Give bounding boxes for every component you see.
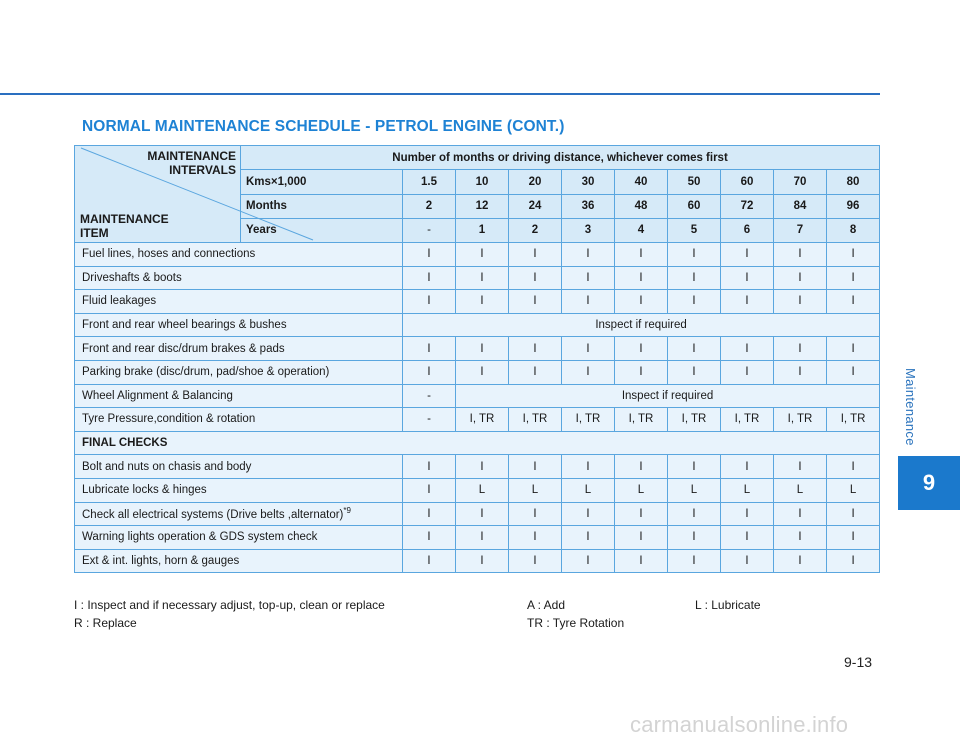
schedule-cell: I (403, 478, 456, 502)
table-row (75, 408, 880, 432)
schedule-cell: I (456, 337, 509, 361)
schedule-cell: I (827, 266, 880, 290)
interval-value: 36 (562, 194, 615, 218)
footnote-marker: *9 (343, 506, 351, 516)
schedule-cell: I (615, 526, 668, 550)
maintenance-item (75, 290, 403, 314)
schedule-cell: I (562, 549, 615, 573)
interval-value: 10 (456, 170, 509, 194)
maintenance-item (75, 337, 403, 361)
schedule-cell: I (403, 526, 456, 550)
maintenance-item (75, 384, 403, 408)
interval-unit-label: Years (241, 218, 403, 242)
schedule-cell: I (774, 526, 827, 550)
schedule-cell: I (562, 266, 615, 290)
maintenance-item-label: Front and rear wheel bearings & bushes (82, 319, 287, 332)
interval-value: 60 (721, 170, 774, 194)
table-row (75, 526, 880, 550)
schedule-cell: I (827, 243, 880, 267)
page-number: 9-13 (844, 654, 873, 670)
table-row (75, 243, 880, 267)
schedule-cell: I (721, 549, 774, 573)
interval-unit-label: Kms×1,000 (241, 170, 403, 194)
schedule-cell: I, TR (509, 408, 562, 432)
schedule-cell: I (668, 290, 721, 314)
interval-value: 70 (774, 170, 827, 194)
interval-value: 6 (721, 218, 774, 242)
maintenance-item-label: Driveshafts & boots (82, 271, 182, 284)
interval-value: - (403, 218, 456, 242)
maintenance-item (75, 408, 403, 432)
schedule-cell: I (774, 266, 827, 290)
page-title: NORMAL MAINTENANCE SCHEDULE - PETROL ENGINE (CONT.) (82, 118, 565, 135)
interval-value: 72 (721, 194, 774, 218)
interval-caption: Number of months or driving distance, whichever comes first (241, 146, 880, 170)
corner-cell (75, 146, 241, 243)
maintenance-item-label: Tyre Pressure,condition & rotation (82, 413, 256, 426)
corner-intervals-line2: INTERVALS (169, 163, 236, 177)
schedule-cell: L (827, 478, 880, 502)
schedule-cell: L (774, 478, 827, 502)
interval-unit-label: Months (241, 194, 403, 218)
interval-value: 8 (827, 218, 880, 242)
schedule-cell: I (774, 549, 827, 573)
final-checks-heading: FINAL CHECKS (75, 431, 880, 455)
maintenance-item-label: Check all electrical systems (Drive belts ,alternator) (82, 509, 344, 522)
table-row (75, 360, 880, 384)
schedule-cell: I, TR (615, 408, 668, 432)
interval-value: 96 (827, 194, 880, 218)
schedule-cell: I (456, 360, 509, 384)
section-side-label (903, 368, 921, 450)
schedule-cell: I (668, 526, 721, 550)
schedule-cell: I (668, 549, 721, 573)
schedule-cell: I (456, 502, 509, 526)
interval-value: 24 (509, 194, 562, 218)
schedule-cell: I (509, 290, 562, 314)
schedule-cell: L (456, 478, 509, 502)
top-rule (0, 93, 880, 95)
table-row (75, 502, 880, 526)
schedule-cell: I (456, 290, 509, 314)
schedule-cell: I (615, 502, 668, 526)
table-row (75, 384, 880, 408)
schedule-cell: I (827, 549, 880, 573)
interval-value: 50 (668, 170, 721, 194)
schedule-cell: I (403, 455, 456, 479)
schedule-cell: I (615, 360, 668, 384)
schedule-cell: I (509, 526, 562, 550)
corner-intervals-label (147, 149, 236, 177)
schedule-cell: I (562, 502, 615, 526)
interval-value: 4 (615, 218, 668, 242)
schedule-cell: I (615, 337, 668, 361)
schedule-cell: I (721, 290, 774, 314)
maintenance-item-label: Front and rear disc/drum brakes & pads (82, 342, 285, 355)
header-row-caption (75, 146, 880, 170)
schedule-cell: I (403, 502, 456, 526)
schedule-cell: L (668, 478, 721, 502)
schedule-cell: I (562, 290, 615, 314)
schedule-cell: I (456, 455, 509, 479)
schedule-cell: I (827, 290, 880, 314)
schedule-cell: I (827, 337, 880, 361)
schedule-cell: I (509, 243, 562, 267)
interval-value: 48 (615, 194, 668, 218)
maintenance-item-label: Warning lights operation & GDS system check (82, 531, 318, 544)
schedule-cell: I (509, 549, 562, 573)
schedule-cell: I (721, 243, 774, 267)
schedule-cell: I (668, 455, 721, 479)
legend-lubricate: L : Lubricate (695, 598, 761, 612)
schedule-cell: - (403, 384, 456, 408)
maintenance-item-label: Fluid leakages (82, 295, 157, 308)
schedule-cell: I (668, 243, 721, 267)
maintenance-item (75, 243, 403, 267)
schedule-cell: I (827, 455, 880, 479)
table-row (75, 455, 880, 479)
inspect-if-required: Inspect if required (403, 313, 880, 337)
schedule-cell: I (403, 337, 456, 361)
maintenance-item-label: Parking brake (disc/drum, pad/shoe & operation) (82, 366, 330, 379)
table-row (75, 337, 880, 361)
maintenance-item (75, 266, 403, 290)
legend-replace: R : Replace (74, 616, 137, 630)
schedule-cell: I (509, 502, 562, 526)
schedule-cell: I (615, 549, 668, 573)
maintenance-schedule-table (74, 145, 880, 573)
corner-item-line2: ITEM (80, 226, 109, 240)
schedule-cell: I (509, 360, 562, 384)
inspect-if-required: Inspect if required (456, 384, 880, 408)
schedule-cell: I (827, 360, 880, 384)
schedule-cell: I (721, 360, 774, 384)
maintenance-item-label: Lubricate locks & hinges (82, 484, 207, 497)
maintenance-item (75, 478, 403, 502)
schedule-cell: I (509, 455, 562, 479)
schedule-cell: I (827, 502, 880, 526)
maintenance-item-label: Fuel lines, hoses and connections (82, 248, 256, 261)
corner-intervals-line1: MAINTENANCE (147, 149, 236, 163)
schedule-cell: L (615, 478, 668, 502)
maintenance-item-label: Ext & int. lights, horn & gauges (82, 555, 240, 568)
schedule-cell: I (562, 455, 615, 479)
schedule-cell: I (403, 266, 456, 290)
schedule-cell: I (774, 290, 827, 314)
schedule-cell: I (403, 549, 456, 573)
interval-value: 5 (668, 218, 721, 242)
schedule-cell: I (403, 290, 456, 314)
table-row (75, 478, 880, 502)
schedule-cell: I (403, 243, 456, 267)
legend-add: A : Add (527, 598, 566, 612)
interval-value: 2 (403, 194, 456, 218)
schedule-cell: I (774, 337, 827, 361)
schedule-cell: I (827, 526, 880, 550)
maintenance-item (75, 526, 403, 550)
schedule-cell: I (721, 502, 774, 526)
schedule-cell: I (562, 337, 615, 361)
schedule-cell: I (721, 266, 774, 290)
interval-value: 3 (562, 218, 615, 242)
schedule-cell: I, TR (827, 408, 880, 432)
schedule-cell: I, TR (456, 408, 509, 432)
interval-value: 7 (774, 218, 827, 242)
schedule-cell: I (615, 266, 668, 290)
legend-inspect: I : Inspect and if necessary adjust, top-up, clean or replace (74, 598, 385, 612)
schedule-cell: I (456, 549, 509, 573)
schedule-cell: I (403, 360, 456, 384)
interval-value: 1 (456, 218, 509, 242)
interval-value: 12 (456, 194, 509, 218)
maintenance-item-label: Bolt and nuts on chasis and body (82, 460, 252, 473)
interval-value: 1.5 (403, 170, 456, 194)
maintenance-item (75, 360, 403, 384)
chapter-number: 9 (922, 470, 936, 495)
schedule-cell: L (562, 478, 615, 502)
schedule-cell: - (403, 408, 456, 432)
schedule-cell: I (721, 526, 774, 550)
maintenance-item-label: Wheel Alignment & Balancing (82, 389, 233, 402)
schedule-cell: I (668, 360, 721, 384)
schedule-cell: I, TR (774, 408, 827, 432)
schedule-cell: I (615, 243, 668, 267)
schedule-cell: I (562, 243, 615, 267)
group-row-final-checks (75, 431, 880, 455)
table-row (75, 290, 880, 314)
table-row (75, 313, 880, 337)
interval-value: 40 (615, 170, 668, 194)
legend-tyre-rotation: TR : Tyre Rotation (527, 616, 625, 630)
schedule-cell: I (774, 502, 827, 526)
schedule-cell: I (774, 455, 827, 479)
section-side-label-text: Maintenance (903, 368, 918, 446)
maintenance-item (75, 549, 403, 573)
interval-value: 20 (509, 170, 562, 194)
schedule-cell: I, TR (668, 408, 721, 432)
corner-item-line1: MAINTENANCE (80, 212, 169, 226)
schedule-cell: I, TR (721, 408, 774, 432)
schedule-cell: I (774, 360, 827, 384)
maintenance-item (75, 502, 403, 526)
schedule-cell: I (456, 526, 509, 550)
schedule-cell: I (562, 360, 615, 384)
schedule-cell: I (456, 266, 509, 290)
interval-value: 30 (562, 170, 615, 194)
schedule-cell: I (615, 455, 668, 479)
schedule-cell: L (721, 478, 774, 502)
watermark: carmanualsonline.info (630, 712, 849, 737)
interval-value: 60 (668, 194, 721, 218)
table-row (75, 549, 880, 573)
schedule-cell: I (456, 243, 509, 267)
schedule-cell: I (721, 337, 774, 361)
schedule-cell: I (562, 526, 615, 550)
interval-value: 2 (509, 218, 562, 242)
schedule-cell: I (774, 243, 827, 267)
schedule-cell: I (668, 266, 721, 290)
corner-item-label (80, 212, 169, 240)
schedule-cell: I, TR (562, 408, 615, 432)
maintenance-item (75, 313, 403, 337)
schedule-cell: I (668, 502, 721, 526)
chapter-tab (898, 456, 960, 510)
table-row (75, 266, 880, 290)
schedule-cell: I (615, 290, 668, 314)
maintenance-item (75, 455, 403, 479)
schedule-cell: L (509, 478, 562, 502)
schedule-cell: I (509, 266, 562, 290)
schedule-cell: I (509, 337, 562, 361)
schedule-cell: I (721, 455, 774, 479)
interval-value: 80 (827, 170, 880, 194)
schedule-cell: I (668, 337, 721, 361)
interval-value: 84 (774, 194, 827, 218)
